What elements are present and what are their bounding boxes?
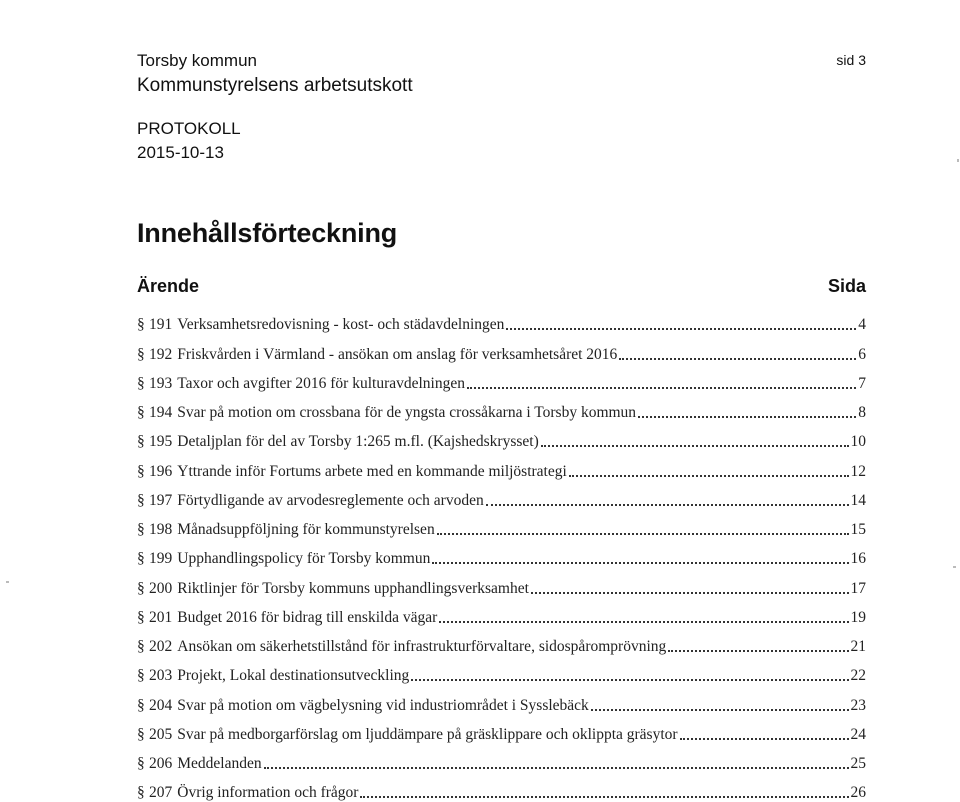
toc-entry-page: 12 [850, 462, 866, 480]
section-symbol: § [137, 725, 145, 743]
dot-leader [531, 591, 849, 594]
toc-entry-title: Friskvården i Värmland - ansökan om anslag för verksamhetsåret 2016 [177, 345, 618, 363]
toc-entry-title: Verksamhetsredovisning - kost- och städavdelningen [177, 316, 505, 334]
toc-entry-title: Svar på motion om crossbana för de yngsta crossåkarna i Torsby kommun [177, 404, 637, 421]
section-symbol: § [137, 579, 145, 597]
toc-entry[interactable] [137, 715, 866, 744]
section-symbol: § [137, 755, 145, 772]
toc-entry-page: 24 [850, 725, 866, 743]
toc-entry-title: Svar på motion om vägbelysning vid industriområdet i Sysslebäck [177, 696, 589, 714]
toc-entry-page: 8 [858, 404, 866, 421]
toc-entry-number: 199 [149, 550, 173, 568]
section-symbol: § [137, 608, 145, 626]
toc-entry-title: Riktlinjer för Torsby kommuns upphandlingsverksamhet [177, 579, 529, 597]
toc-entry-title: Förtydligande av arvodesreglemente och arvoden [177, 491, 484, 509]
toc-entry[interactable] [137, 481, 866, 510]
toc-entry[interactable] [137, 393, 866, 422]
toc-entry-text [149, 433, 539, 451]
column-header-page: Sida [827, 276, 866, 296]
section-symbol: § [137, 696, 145, 714]
dot-leader [439, 620, 848, 623]
dot-leader [680, 737, 849, 740]
column-header-matter: Ärende [137, 276, 200, 296]
toc-entry[interactable] [137, 568, 866, 597]
toc-entry-number: 194 [149, 404, 173, 421]
scan-speck [953, 566, 956, 568]
toc-entry-number: 205 [149, 725, 173, 743]
document-type: PROTOKOLL [137, 119, 241, 138]
toc-entry-page: 21 [850, 638, 866, 655]
toc-entry-title: Svar på medborgarförslag om ljuddämpare på gräsklippare och oklippta gräsytor [177, 725, 678, 743]
toc-entry[interactable] [137, 451, 866, 480]
toc-entry[interactable] [137, 422, 866, 451]
section-symbol: § [137, 433, 145, 451]
toc-entry-number: 201 [149, 608, 173, 626]
toc-entry-number: 207 [149, 784, 173, 802]
scan-speck [957, 159, 959, 162]
toc-entry-page: 25 [850, 755, 866, 772]
toc-entry-title: Upphandlingspolicy för Torsby kommun [177, 550, 431, 568]
toc-entry-text [149, 638, 666, 656]
dot-leader [360, 795, 848, 798]
toc-entry-title: Meddelanden [177, 755, 262, 772]
toc-entry[interactable] [137, 539, 866, 568]
toc-entry-number: 206 [149, 755, 173, 772]
toc-entry-text [149, 463, 567, 481]
toc-entry-number: 203 [149, 667, 173, 685]
toc-entry-title: Taxor och avgifter 2016 för kulturavdelningen [177, 374, 465, 392]
toc-entry-page: 7 [858, 374, 866, 392]
toc-entry-text [149, 784, 358, 802]
toc-entry-page: 23 [850, 696, 866, 714]
toc-entry-text [149, 346, 617, 364]
dot-leader [506, 327, 856, 330]
toc-entry[interactable] [137, 656, 866, 685]
toc-entry-number: 193 [149, 374, 173, 392]
section-symbol: § [137, 345, 145, 363]
dot-leader [591, 708, 849, 711]
committee-name: Kommunstyrelsens arbetsutskott [137, 75, 413, 96]
section-symbol: § [137, 374, 145, 392]
toc-entry-text [149, 375, 465, 393]
section-symbol: § [137, 638, 145, 655]
toc-entry-text [149, 550, 430, 568]
dot-leader [411, 678, 848, 681]
toc-entry-text [149, 521, 435, 539]
toc-entry[interactable] [137, 773, 866, 802]
toc-entry-page: 6 [858, 345, 866, 363]
toc-entry-number: 196 [149, 462, 173, 480]
dot-leader [437, 532, 849, 535]
toc-entry-text [149, 316, 504, 334]
page-number: sid 3 [836, 52, 866, 68]
toc-entry-text [149, 492, 484, 510]
section-symbol: § [137, 491, 145, 509]
toc-entry-title: Månadsuppföljning för kommunstyrelsen [177, 521, 435, 538]
dot-leader [668, 649, 848, 652]
toc-entry-page: 16 [850, 550, 866, 568]
dot-leader [486, 503, 849, 506]
dot-leader [432, 561, 848, 564]
dot-leader [619, 357, 856, 360]
dot-leader [541, 444, 849, 447]
toc-entry-text [149, 404, 636, 422]
toc-entry-page: 17 [850, 579, 866, 597]
toc-entry-number: 200 [149, 579, 173, 597]
toc-entry-text [149, 697, 589, 715]
toc-title: Innehållsförteckning [137, 218, 398, 248]
section-symbol: § [137, 550, 145, 568]
section-symbol: § [137, 667, 145, 685]
toc-entry-page: 4 [858, 316, 866, 334]
toc-entry-page: 15 [850, 521, 866, 538]
toc-entry-page: 22 [850, 667, 866, 685]
toc-entry-title: Ansökan om säkerhetstillstånd för infrastrukturförvaltare, sidospåromprövning [177, 638, 667, 655]
toc-entry-page: 10 [850, 433, 866, 451]
toc-entry[interactable] [137, 334, 866, 363]
toc-entry-text [149, 580, 529, 598]
section-symbol: § [137, 521, 145, 538]
section-symbol: § [137, 784, 145, 802]
toc-entry[interactable] [137, 744, 866, 773]
toc-entry-text [149, 667, 409, 685]
section-symbol: § [137, 404, 145, 421]
dot-leader [467, 386, 856, 389]
toc-entry[interactable] [137, 685, 866, 714]
toc-entry-title: Detaljplan för del av Torsby 1:265 m.fl. (Kajshedskrysset) [177, 433, 539, 451]
toc-entry-title: Övrig information och frågor [177, 784, 359, 802]
toc-entry-number: 197 [149, 491, 173, 509]
toc-entry-title: Yttrande inför Fortums arbete med en kommande miljöstrategi [177, 462, 567, 480]
toc-entry-number: 204 [149, 696, 173, 714]
organization-name: Torsby kommun [137, 51, 257, 70]
toc-entry[interactable] [137, 510, 866, 539]
dot-leader [569, 474, 849, 477]
toc-entry-number: 202 [149, 638, 173, 655]
toc-entry-text [149, 755, 262, 773]
toc-entry-page: 26 [850, 784, 866, 802]
toc-entry[interactable] [137, 305, 866, 334]
toc-entry-number: 192 [149, 345, 173, 363]
toc-entry-page: 14 [850, 491, 866, 509]
toc-entry-title: Budget 2016 för bidrag till enskilda vägar [177, 608, 438, 626]
toc-entry-text [149, 726, 678, 744]
toc-entry[interactable] [137, 627, 866, 656]
section-symbol: § [137, 462, 145, 480]
toc-entry-number: 195 [149, 433, 173, 451]
toc-entry[interactable] [137, 598, 866, 627]
toc-list [137, 305, 866, 802]
meeting-date: 2015-10-13 [137, 143, 224, 162]
section-symbol: § [137, 316, 145, 334]
toc-entry-title: Projekt, Lokal destinationsutveckling [177, 667, 410, 685]
dot-leader [264, 766, 849, 769]
toc-entry-number: 191 [149, 316, 173, 334]
toc-entry-page: 19 [850, 608, 866, 626]
dot-leader [638, 415, 856, 418]
toc-entry[interactable] [137, 364, 866, 393]
toc-entry-number: 198 [149, 521, 173, 538]
scan-speck [6, 581, 9, 583]
toc-entry-text [149, 609, 437, 627]
